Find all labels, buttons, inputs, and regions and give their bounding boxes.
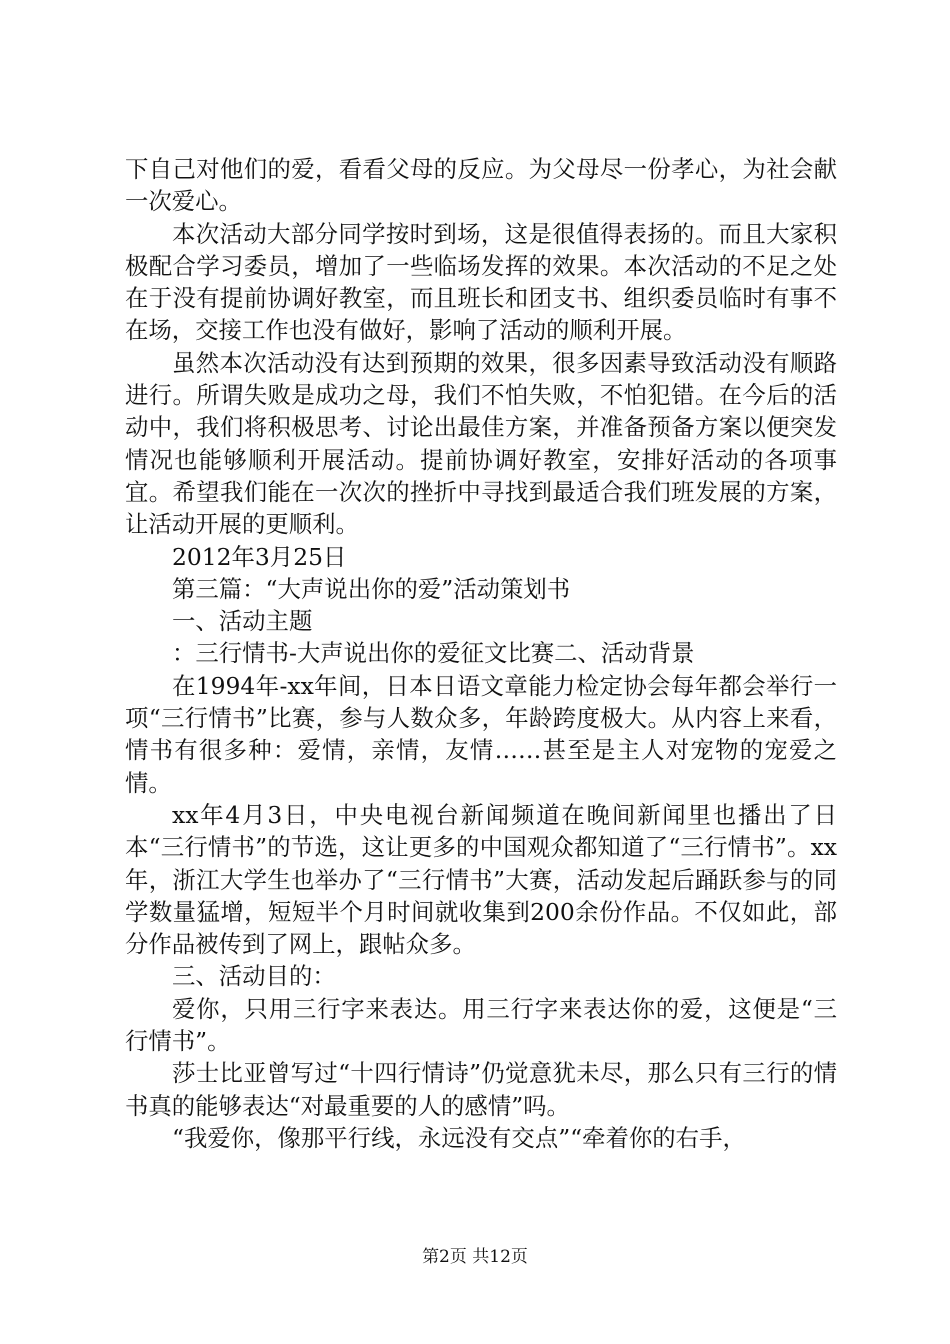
page-footer: 第2页 共12页 (422, 1247, 528, 1267)
document-body (125, 153, 837, 1154)
paragraph: 本次活动大部分同学按时到场，这是很值得表扬的。而且大家积极配合学习委员，增加了一些临场发挥的效果。本次活动的不足之处在于没有提前协调好教室，而且班长和团支书、组织委员临时有事不在场，交接工作也没有做好，影响了活动的顺利开展。 (125, 219, 837, 345)
paragraph: xx年4月3日，中央电视台新闻频道在晚间新闻里也播出了日本“三行情书”的节选，这让更多的中国观众都知道了“三行情书”。xx年，浙江大学生也举办了“三行情书”大赛，活动发起后踊跃参与的同学数量猛增，短短半个月时间就收集到200余份作品。不仅如此，部分作品被传到了网上，跟帖众多。 (125, 800, 837, 959)
paragraph: 一、活动主题 (172, 607, 313, 636)
paragraph: 第三篇：“大声说出你的爱”活动策划书 (172, 574, 571, 603)
paragraph: ：三行情书-大声说出你的爱征文比赛二、活动背景 (172, 639, 695, 668)
paragraph: 爱你，只用三行字来表达。用三行字来表达你的爱，这便是“三行情书”。 (125, 994, 837, 1056)
paragraph: “我爱你，像那平行线，永远没有交点”“牵着你的右手， (172, 1123, 746, 1152)
paragraph: 莎士比亚曾写过“十四行情诗”仍觉意犹未尽，那么只有三行的情书真的能够表达“对最重要的人的感情”吗。 (125, 1059, 837, 1120)
paragraph: 在1994年-xx年间，日本日语文章能力检定协会每年都会举行一项“三行情书”比赛，参与人数众多，年龄跨度极大。从内容上来看，情书有很多种：爱情，亲情，友情……甚至是主人对宠物的宠爱之情。 (125, 671, 837, 797)
paragraph: 下自己对他们的爱，看看父母的反应。为父母尽一份孝心，为社会献一次爱心。 (125, 155, 837, 216)
paragraph: 三、活动目的： (172, 962, 336, 991)
paragraph: 虽然本次活动没有达到预期的效果，很多因素导致活动没有顺路进行。所谓失败是成功之母，我们不怕失败，不怕犯错。在今后的活动中，我们将积极思考、讨论出最佳方案，并准备预备方案以便突发情况也能够顺利开展活动。提前协调好教室，安排好活动的各项事宜。希望我们能在一次次的挫折中寻找到最适合我们班发展的方案，让活动开展的更顺利。 (125, 348, 837, 539)
paragraph: 2012年3月25日 (172, 542, 347, 571)
